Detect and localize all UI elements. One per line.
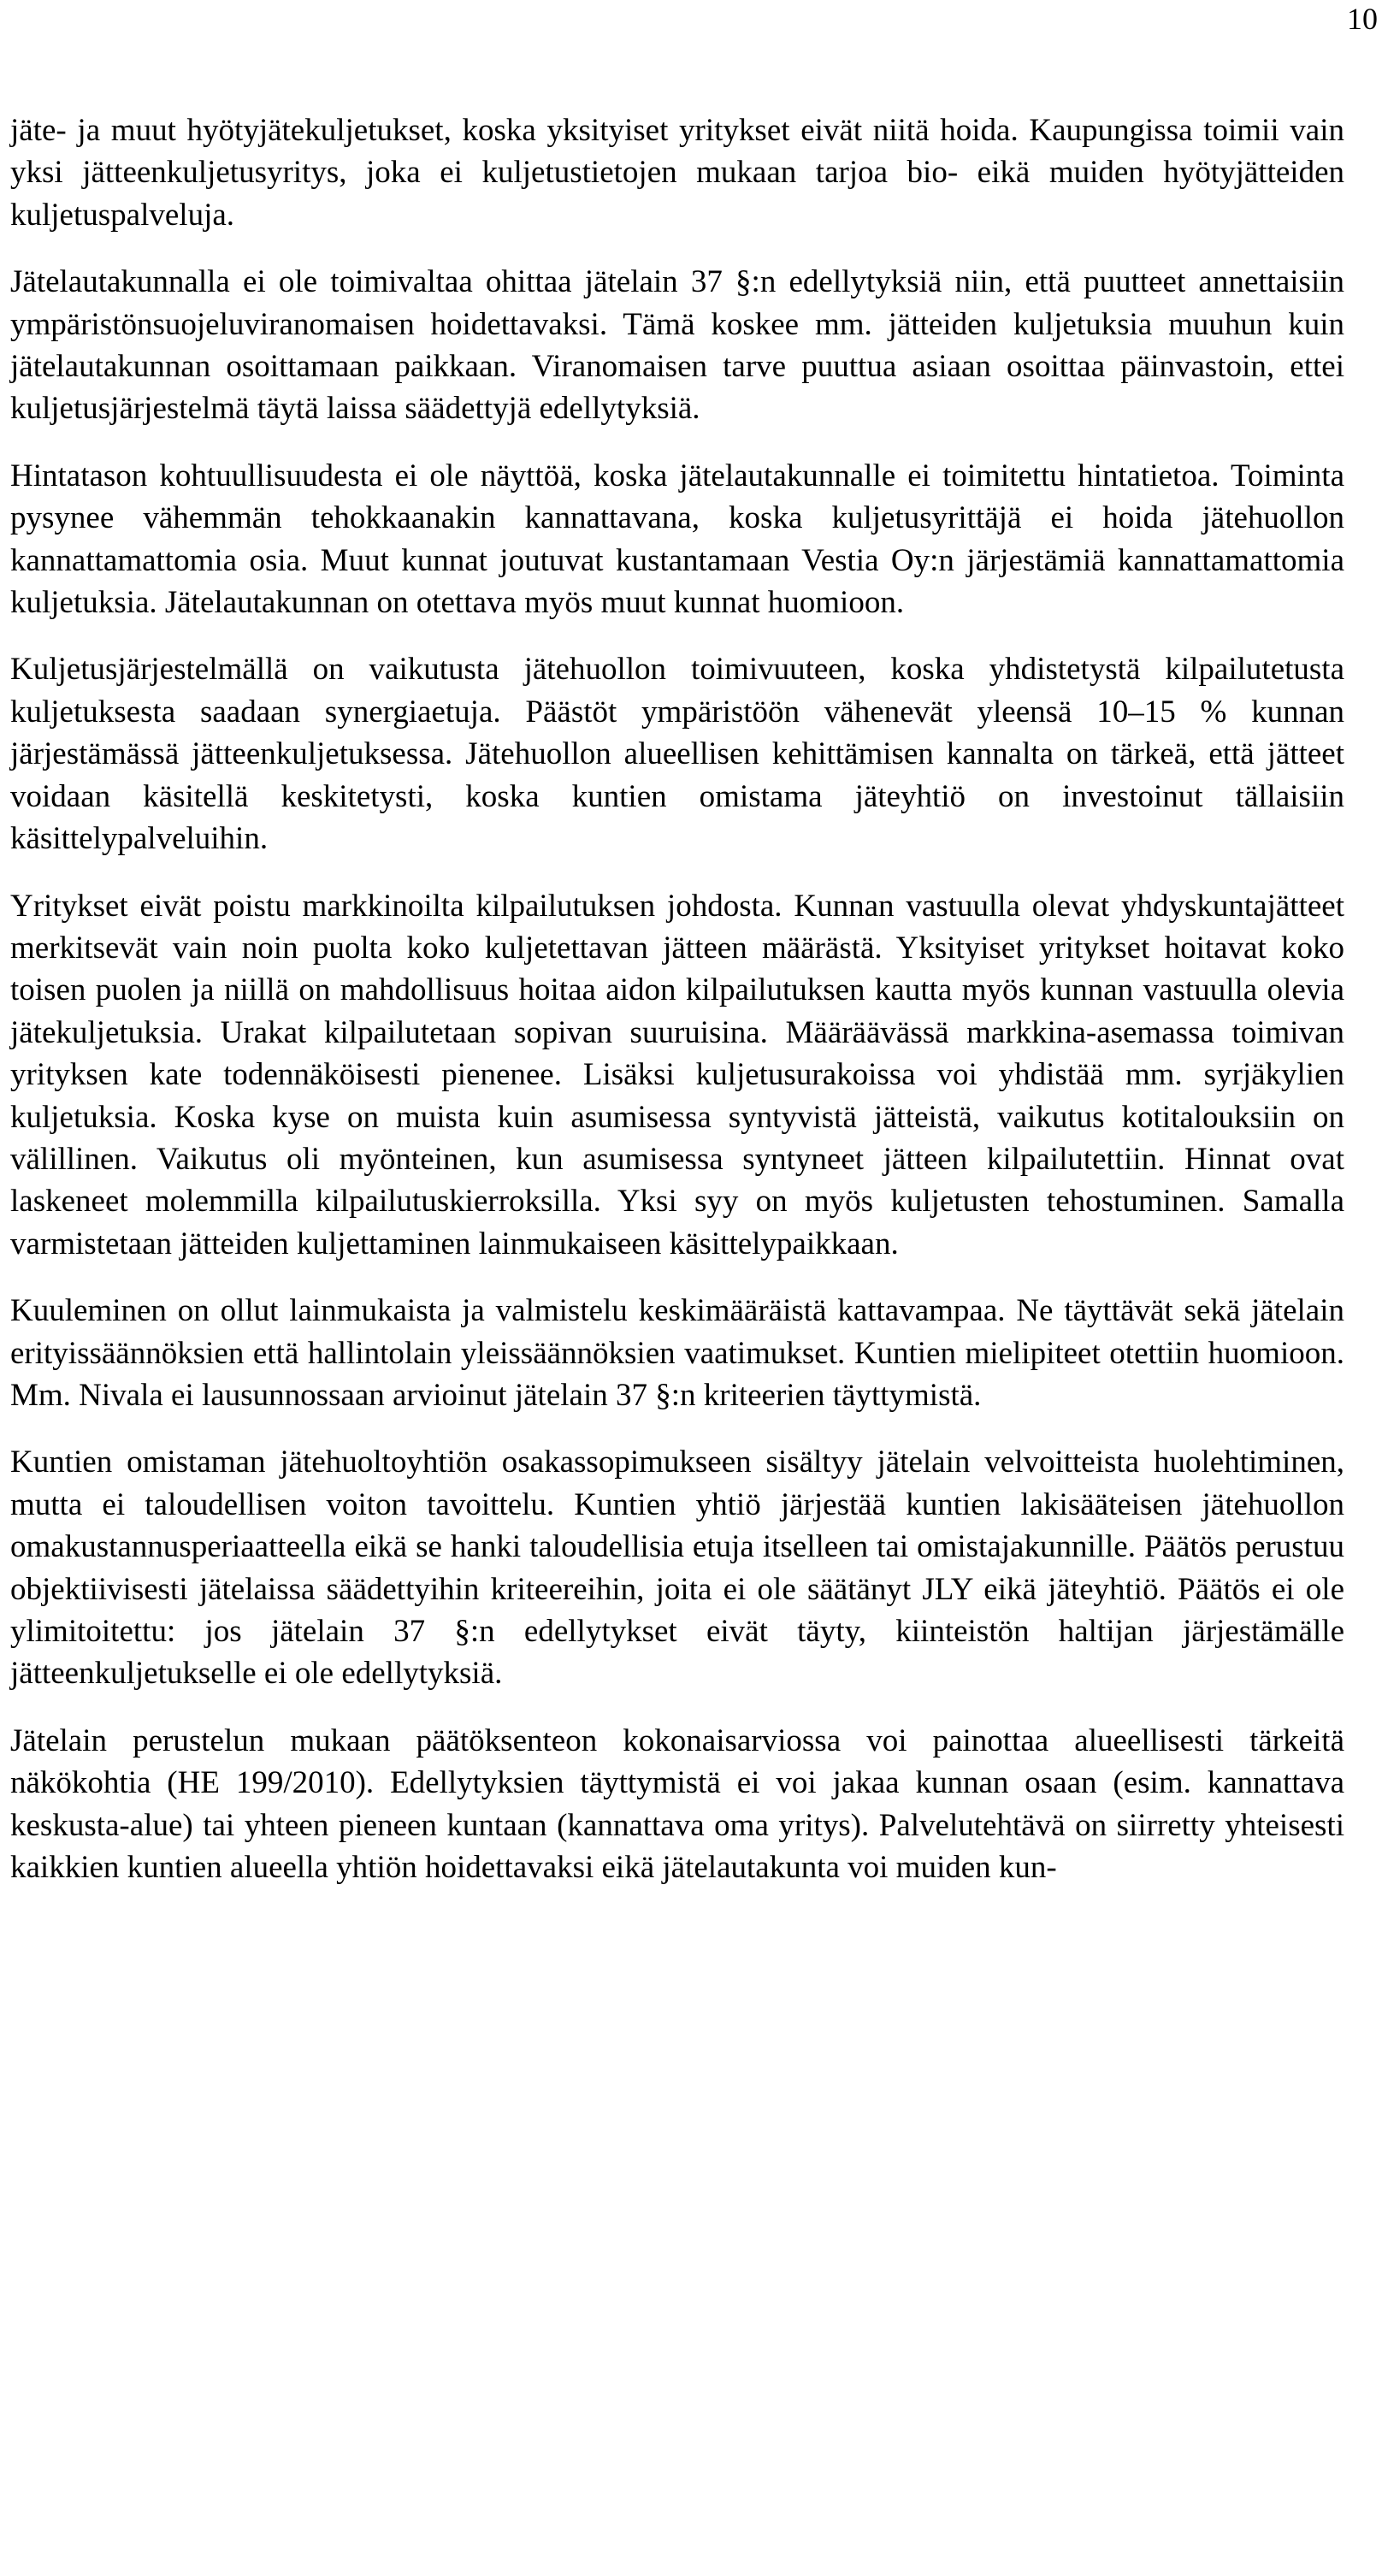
- paragraph: Jätelain perustelun mukaan päätöksenteon kokonaisarviossa voi painottaa alueellisesti tärkeitä näkökohtia (HE 199/2010). Edellytyksien täyttymistä ei voi jakaa kunnan osaan (esim. kannattava keskusta-alue) tai yhteen pieneen kuntaan (kannattava oma yritys). Palvelutehtävä on siirretty yhteisesti kaikkien kuntien alueella yhtiön hoidettavaksi eikä jätelautakunta voi muiden kun-: [10, 1722, 1344, 1886]
- paragraph: Kuljetusjärjestelmällä on vaikutusta jätehuollon toimivuuteen, koska yhdistetystä kilpailutetusta kuljetuksesta saadaan synergiaetuja. Päästöt ympäristöön vähenevät yleensä 10–15 % kunnan järjestämässä jätteenkuljetuksessa. Jätehuollon alueellisen kehittämisen kannalta on tärkeä, että jätteet voidaan käsitellä keskitetysti, koska kuntien omistama jäteyhtiö on investoinut tällaisiin käsittelypalveluihin.: [10, 652, 1344, 857]
- paragraph: Yritykset eivät poistu markkinoilta kilpailutuksen johdosta. Kunnan vastuulla olevat yhdyskuntajätteet merkitsevät vain noin puolta koko kuljetettavan jätteen määrästä. Yksityiset yritykset hoitavat koko toisen puolen ja niillä on mahdollisuus hoitaa aidon kilpailutuksen kautta myös kunnan vastuulla olevia jätekuljetuksia. Urakat kilpailutetaan sopivan suuruisina. Määräävässä markkina-asemassa toimivan yrityksen kate todennäköisesti pienenee. Lisäksi kuljetusurakoissa voi yhdistää mm. syrjäkylien kuljetuksia. Koska kyse on muista kuin asumisessa syntyvistä jätteistä, vaikutus kotitalouksiin on välillinen. Vaikutus oli myönteinen, kun asumisessa syntyneet jätteen kilpailutettiin. Hinnat ovat laskeneet molemmilla kilpailutuskierroksilla. Yksi syy on myös kuljetusten tehostuminen. Samalla varmistetaan jätteiden kuljettaminen lainmukaiseen käsittelypaikkaan.: [10, 888, 1344, 1261]
- paragraph: Hintatason kohtuullisuudesta ei ole näyttöä, koska jätelautakunnalle ei toimitettu hintatietoa. Toiminta pysynee vähemmän tehokkaanakin kannattavana, koska kuljetusyrittäjä ei hoida jätehuollon kannattamattomia osia. Muut kunnat joutuvat kustantamaan Vestia Oy:n järjestämiä kannattamattomia kuljetuksia. Jätelautakunnan on otettava myös muut kunnat huomioon.: [10, 458, 1344, 621]
- document-body: [10, 109, 1344, 1913]
- paragraph: Jätelautakunnalla ei ole toimivaltaa ohittaa jätelain 37 §:n edellytyksiä niin, että puutteet annettaisiin ympäristönsuojeluviranomaisen hoidettavaksi. Tämä koskee mm. jätteiden kuljetuksia muuhun kuin jätelautakunnan osoittamaan paikkaan. Viranomaisen tarve puuttua asiaan osoittaa päinvastoin, ettei kuljetusjärjestelmä täytä laissa säädettyjä edellytyksiä.: [10, 264, 1344, 427]
- paragraph: Kuuleminen on ollut lainmukaista ja valmistelu keskimääräistä kattavampaa. Ne täyttävät sekä jätelain erityissäännöksien että hallintolain yleissäännöksien vaatimukset. Kuntien mielipiteet otettiin huomioon. Mm. Nivala ei lausunnossaan arvioinut jätelain 37 §:n kriteerien täyttymistä.: [10, 1293, 1344, 1413]
- page-number: 10: [1347, 2, 1378, 36]
- paragraph: Kuntien omistaman jätehuoltoyhtiön osakassopimukseen sisältyy jätelain velvoitteista huolehtiminen, mutta ei taloudellisen voiton tavoittelu. Kuntien yhtiö järjestää kuntien lakisääteisen jätehuollon omakustannusperiaatteella eikä se hanki taloudellisia etuja itselleen tai omistajakunnille. Päätös perustuu objektiivisesti jätelaissa säädettyihin kriteereihin, joita ei ole säätänyt JLY eikä jäteyhtiö. Päätös ei ole ylimitoitettu: jos jätelain 37 §:n edellytykset eivät täyty, kiinteistön haltijan järjestämälle jätteenkuljetukselle ei ole edellytyksiä.: [10, 1445, 1344, 1692]
- paragraph: jäte- ja muut hyötyjätekuljetukset, koska yksityiset yritykset eivät niitä hoida. Kaupungissa toimii vain yksi jätteenkuljetusyritys, joka ei kuljetustietojen mukaan tarjoa bio- eikä muiden hyötyjätteiden kuljetuspalveluja.: [10, 113, 1344, 233]
